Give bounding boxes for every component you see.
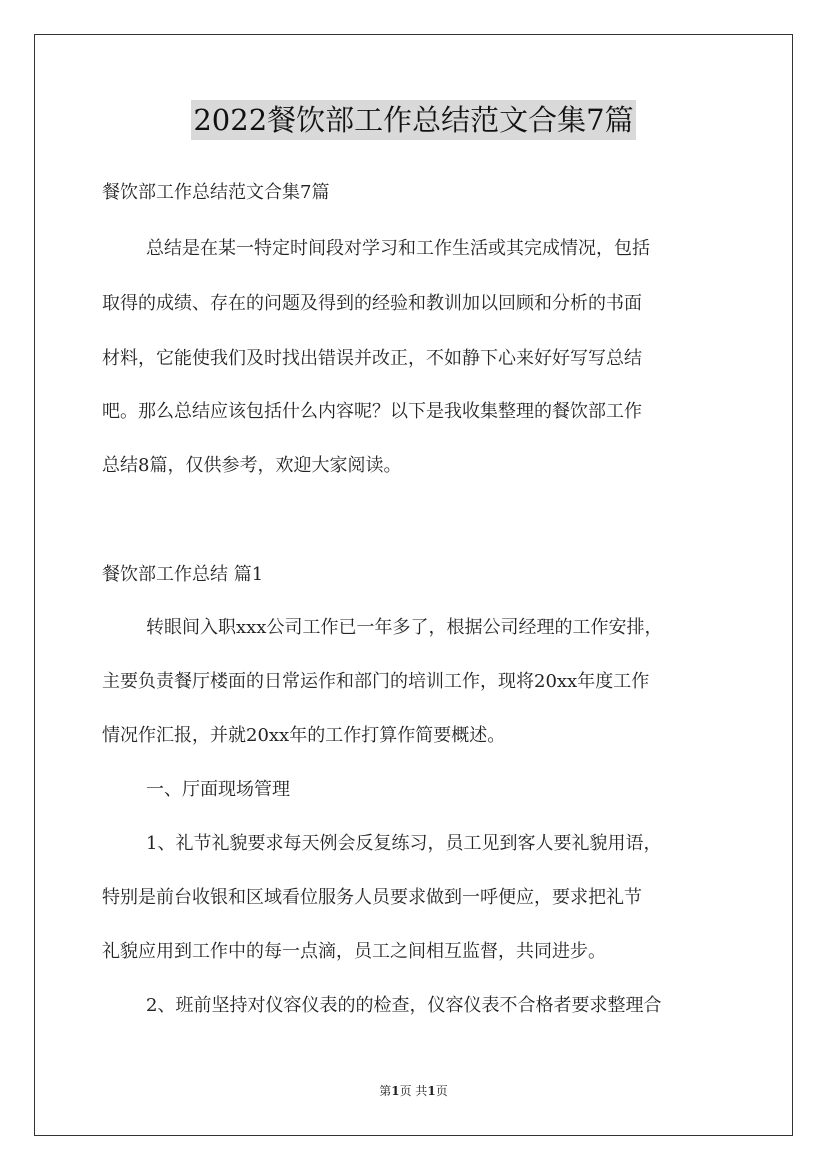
sub-heading: 一、厅面现场管理 xyxy=(146,779,290,800)
title-block xyxy=(0,100,827,140)
intro-line: 总结是在某一特定时间段对学习和工作生活或其完成情况，包括 xyxy=(146,238,650,259)
section-heading: 餐饮部工作总结 篇1 xyxy=(102,564,264,585)
footer-page-number: 1 xyxy=(391,1084,400,1098)
intro-line: 吧。那么总结应该包括什么内容呢？以下是我收集整理的餐饮部工作 xyxy=(102,401,642,422)
document-title: 2022餐饮部工作总结范文合集7篇 xyxy=(191,100,635,140)
footer-prefix: 第 xyxy=(379,1084,392,1098)
intro-line: 总结8篇，仅供参考，欢迎大家阅读。 xyxy=(102,455,402,476)
footer-page-total: 1 xyxy=(427,1084,436,1098)
intro-line: 材料，它能使我们及时找出错误并改正，不如静下心来好好写写总结 xyxy=(102,348,642,369)
item-line: 礼貌应用到工作中的每一点滴，员工之间相互监督，共同进步。 xyxy=(102,941,606,962)
section-line: 情况作汇报，并就20xx年的工作打算作简要概述。 xyxy=(102,725,506,746)
subtitle: 餐饮部工作总结范文合集7篇 xyxy=(102,182,330,203)
item-line: 特别是前台收银和区域看位服务人员要求做到一呼便应，要求把礼节 xyxy=(102,887,642,908)
footer-middle: 页 共 xyxy=(399,1084,428,1098)
footer-suffix: 页 xyxy=(435,1084,448,1098)
item-line: 2、班前坚持对仪容仪表的的检查，仪容仪表不合格者要求整理合 xyxy=(146,995,662,1016)
section-line: 主要负责餐厅楼面的日常运作和部门的培训工作，现将20xx年度工作 xyxy=(102,671,650,692)
intro-line: 取得的成绩、存在的问题及得到的经验和教训加以回顾和分析的书面 xyxy=(102,293,642,314)
item-line: 1、礼节礼貌要求每天例会反复练习，员工见到客人要礼貌用语， xyxy=(146,833,662,854)
section-line: 转眼间入职xxx公司工作已一年多了，根据公司经理的工作安排， xyxy=(146,617,663,638)
page-footer xyxy=(0,1084,827,1098)
